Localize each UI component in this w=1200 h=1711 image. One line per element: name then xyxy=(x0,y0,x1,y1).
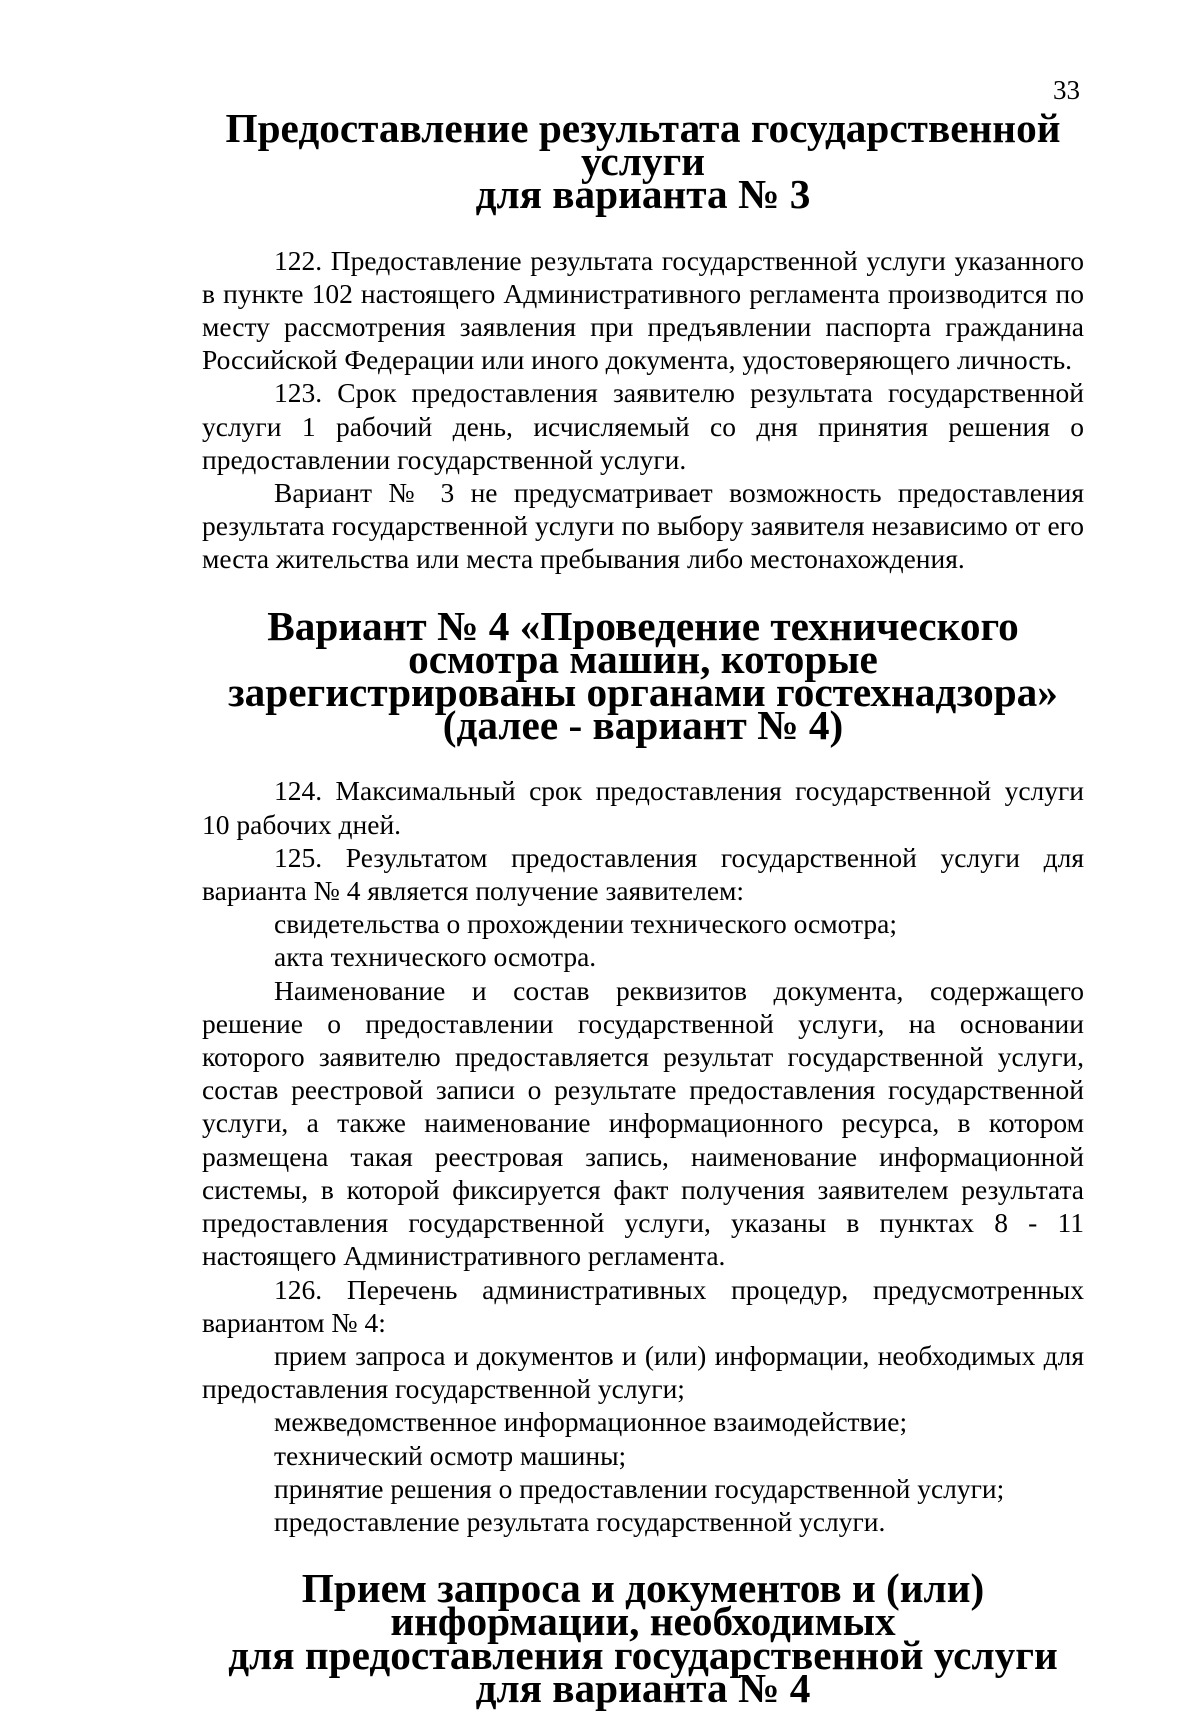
heading-line: для предоставления государственной услуги для варианта № 4 xyxy=(228,1631,1058,1711)
heading-line: для варианта № 3 xyxy=(475,171,811,218)
heading-line: Прием запроса и документов и (или) информации, необходимых xyxy=(301,1565,985,1645)
paragraph-125-naming: Наименование и состав реквизитов документа, содержащего решение о предоставлении государственной услуги, на основании которого заявителю предоставляется результат государственной услуги, состав реестровой записи о результате предоставления государственной услуги, а также наименование информационного ресурса, в котором размещена такая реестровая запись, наименование информационной системы, в которой фиксируется факт получения заявителем результата предоставления государственной услуги, указаны в пунктах 8 - 11 настоящего Административного регламента. xyxy=(202,974,1084,1272)
list-item: свидетельства о прохождении технического осмотра; xyxy=(274,908,897,940)
list-item: акта технического осмотра. xyxy=(274,941,597,973)
paragraph-124: 124. Максимальный срок предоставления государственной услуги 10 рабочих дней. xyxy=(202,775,1084,840)
list-item: принятие решения о предоставлении государственной услуги; xyxy=(274,1472,1005,1504)
section-heading-result-variant-3 xyxy=(202,105,1084,218)
paragraph-variant-3-note: Вариант № 3 не предусматривает возможность предоставления результата государственной услуги по выбору заявителя независимо от его места жительства или места пребывания либо местонахождения. xyxy=(202,477,1084,575)
paragraph-125: 125. Результатом предоставления государственной услуги для варианта № 4 является получение заявителем: xyxy=(202,841,1084,907)
list-item: предоставление результата государственной услуги. xyxy=(274,1505,886,1537)
paragraph-122: 122. Предоставление результата государственной услуги указанного в пункте 102 настоящего Административного регламента производится по месту рассмотрения заявления при предъявлении паспорта гражданина Российской Федерации или иного документа, удостоверяющего личность. xyxy=(202,244,1084,376)
section-heading-request-intake-variant-4 xyxy=(202,1565,1084,1711)
paragraph-126: 126. Перечень административных процедур, предусмотренных вариантом № 4: xyxy=(202,1273,1084,1338)
list-item: технический осмотр машины; xyxy=(274,1439,627,1471)
heading-line: Вариант № 4 «Проведение технического осмотра машин, которые xyxy=(267,602,1019,682)
heading-line: зарегистрированы органами гостехнадзора» (далее - вариант № 4) xyxy=(228,669,1058,749)
heading-line: Предоставление результата государственной услуги xyxy=(225,105,1061,185)
list-item: межведомственное информационное взаимодействие; xyxy=(274,1406,908,1438)
list-item: прием запроса и документов и (или) информации, необходимых для предоставления государственной услуги; xyxy=(202,1339,1084,1405)
page-number: 33 xyxy=(1053,75,1080,105)
paragraph-123: 123. Срок предоставления заявителю результата государственной услуги 1 рабочий день, исчисляемый со дня принятия решения о предоставлении государственной услуги. xyxy=(202,377,1084,475)
section-heading-variant-4 xyxy=(202,602,1084,749)
page-content xyxy=(202,105,1084,1711)
